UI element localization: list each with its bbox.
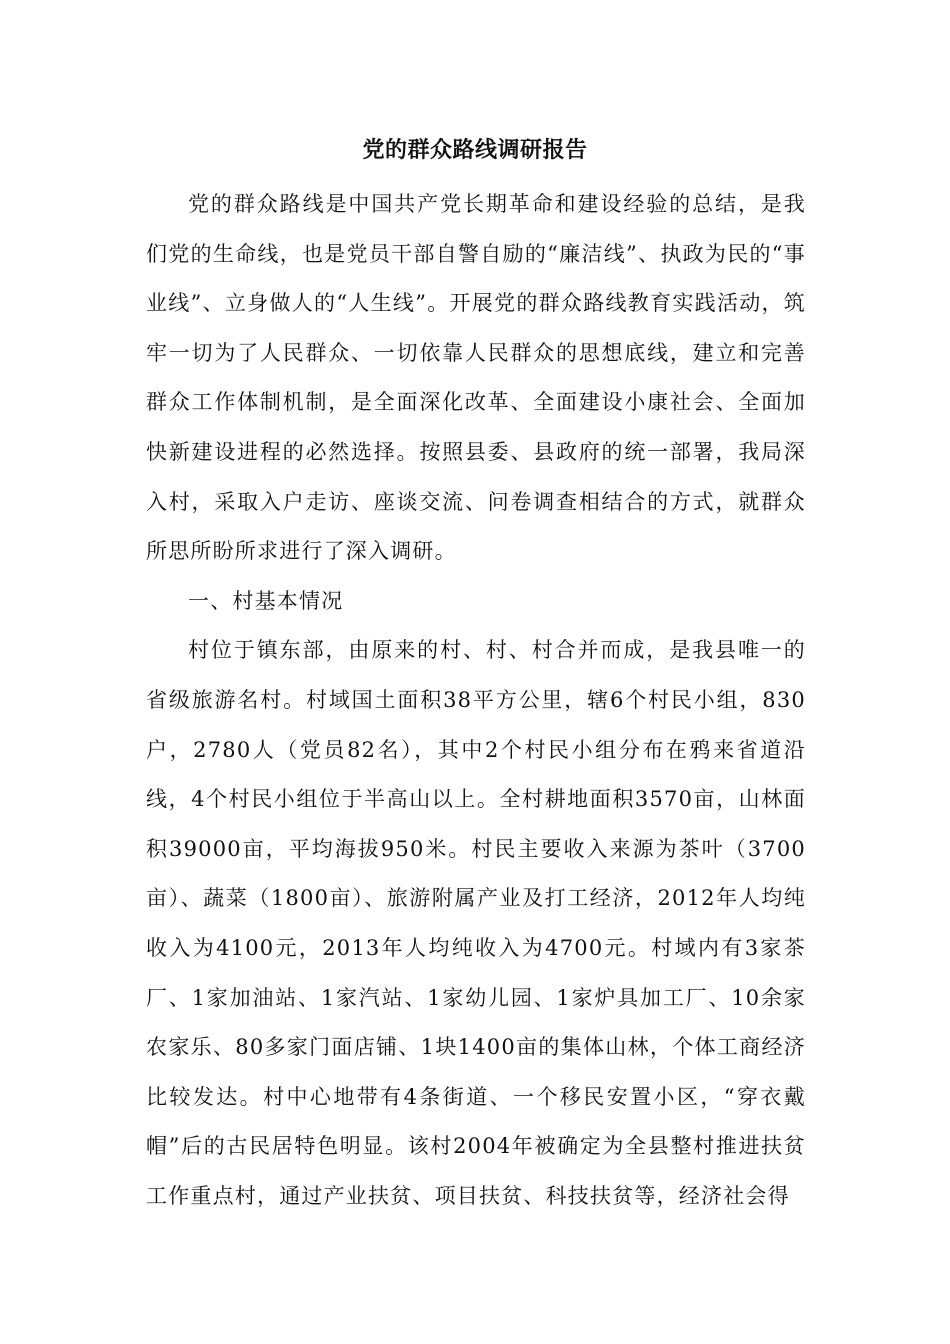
intro-paragraph: 党的群众路线是中国共产党长期革命和建设经验的总结，是我们党的生命线，也是党员干部自警自励的“廉洁线”、执政为民的“事业线”、立身做人的“人生线”。开展党的群众路线教育实践活动，筑牢一切为了人民群众、一切依靠人民群众的思想底线，建立和完善群众工作体制机制，是全面深化改革、全面建设小康社会、全面加快新建设进程的必然选择。按照县委、县政府的统一部署，我局深入村，采取入户走访、座谈交流、问卷调查相结合的方式，就群众所思所盼所求进行了深入调研。 xyxy=(146,192,806,564)
section-heading: 一、村基本情况 xyxy=(188,588,344,613)
document-title: 党的群众路线调研报告 xyxy=(362,138,588,163)
village-overview-paragraph: 村位于镇东部，由原来的村、村、村合并而成，是我县唯一的省级旅游名村。村域国土面积38平方公里，辖6个村民小组，830户，2780人（党员82名），其中2个村民小组分布在鸦来省道沿线，4个村民小组位于半高山以上。全村耕地面积3570亩，山林面积39000亩，平均海拔950米。村民主要收入来源为茶叶（3700亩）、蔬菜（1800亩）、旅游附属产业及打工经济，2012年人均纯收入为4100元，2013年人均纯收入为4700元。村域内有3家茶厂、1家加油站、1家汽站、1家幼儿园、1家炉具加工厂、10余家农家乐、80多家门面店铺、1块1400亩的集体山林，个体工商经济比较发达。村中心地带有4条街道、一个移民安置小区，“穿衣戴帽”后的古民居特色明显。该村2004年被确定为全县整村推进扶贫工作重点村，通过产业扶贫、项目扶贫、科技扶贫等，经济社会得 xyxy=(146,638,806,1208)
document-body xyxy=(146,180,806,1221)
